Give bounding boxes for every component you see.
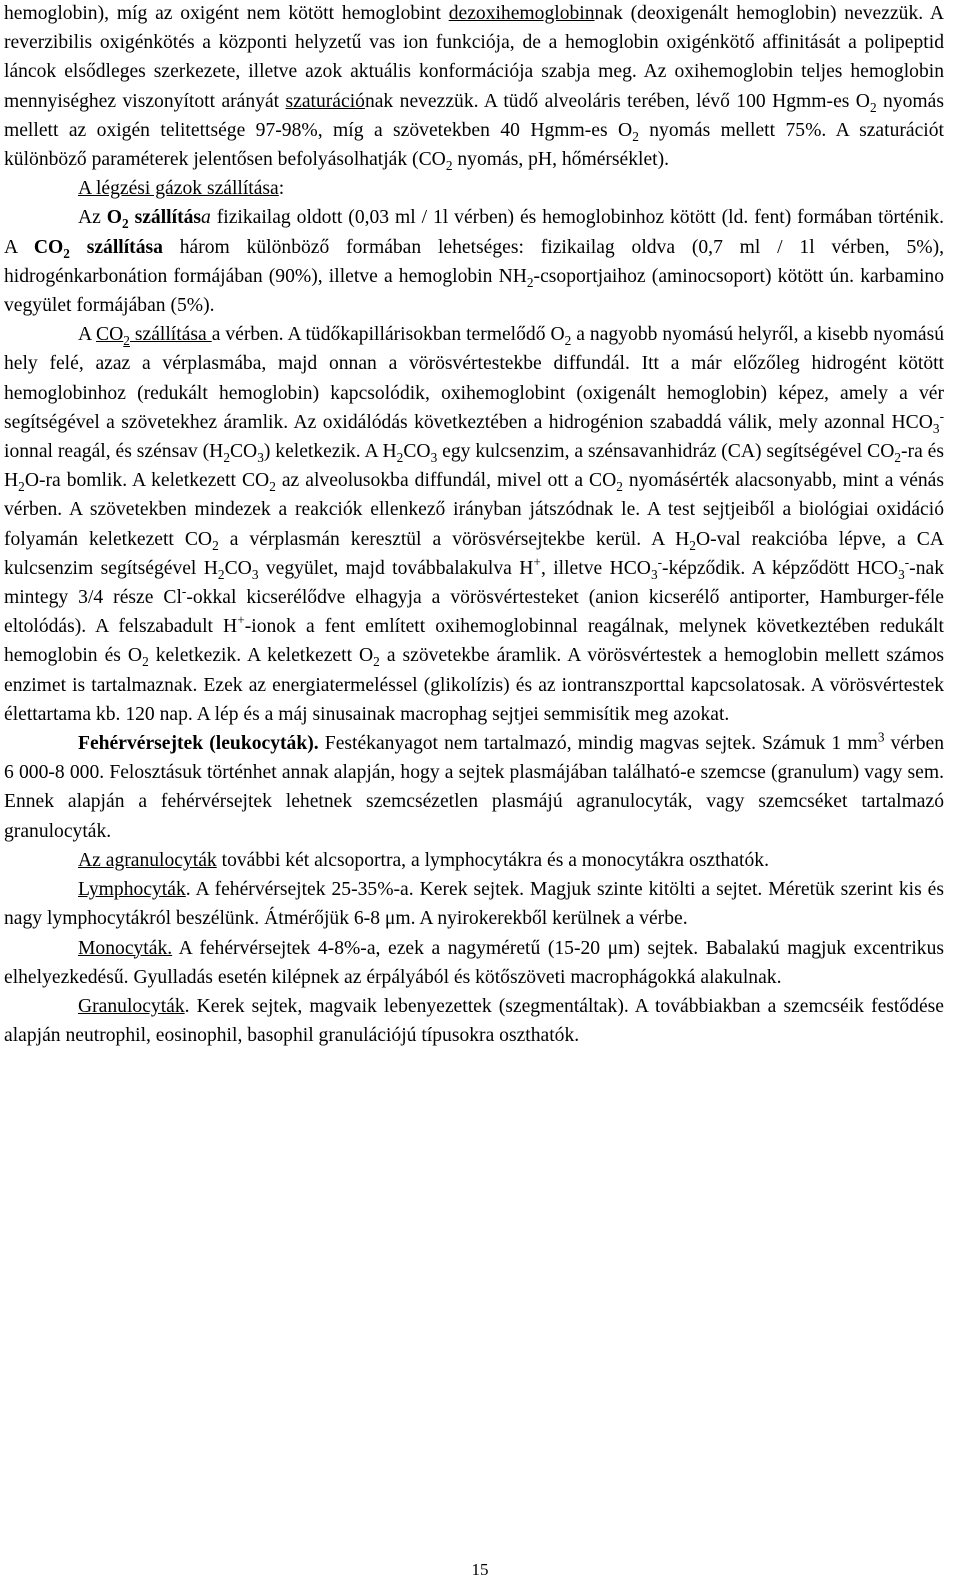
document-body <box>4 0 944 1050</box>
text-run: nyomásérték alacsonyabb, mint a vénás vérben. A szövetekben mindezek a reakciók ellenkező irányban játszódnak le. A test sejtjeiből a biológiai oxidáció folyamán keletkezett CO <box>4 470 945 550</box>
text-run: keletkezik. A keletkezett O <box>148 645 374 667</box>
text-run: 2 <box>564 333 572 349</box>
text-run: 2 <box>689 537 696 553</box>
text-run: 2 <box>445 157 453 173</box>
text-run: 2 <box>142 654 149 670</box>
paragraph-p9 <box>4 992 944 1050</box>
text-run: fizikailag oldott (0,03 ml / 1l vérben) és hemoglobinhoz kötött (ld. fent) formában történik. A <box>4 207 945 258</box>
text-run: Az agranulocyták <box>78 849 217 871</box>
text-run: . A fehérvérsejtek 25-35%-a. Kerek sejtek. Magjuk szinte kitölti a sejtet. Méretük szerint kis és nagy lymphocytákról beszélünk. Átmérőjük 6-8 μm. A nyirokerekből kerülnek a vérbe. <box>4 879 944 930</box>
paragraph-p1 <box>4 0 944 174</box>
paragraph-p7 <box>4 875 944 933</box>
text-run: CO <box>33 236 64 258</box>
text-run: 2 <box>526 274 534 290</box>
text-run: szállítás <box>128 207 202 229</box>
text-run: vérben 6 000-8 000. Felosztásuk történhet annak alapján, hogy a sejtek plasmájában található-e szemcse (granulum) vagy sem. Ennek alapján a fehérvérsejtek lehetnek szemcsézetlen plasmájú agranulocyták, vagy szemcséket tartalmazó granulocyták. <box>4 733 944 842</box>
text-run: 3 <box>650 566 658 582</box>
text-run: 2 <box>396 449 404 465</box>
text-run: a vérplasmán keresztül a vörösvérsejtekbe kerül. A H <box>218 528 690 550</box>
text-run: az alveolusokba diffundál, mivel ott a CO <box>275 470 617 492</box>
text-run: szaturáció <box>285 90 365 112</box>
text-run: szállítása <box>69 236 163 258</box>
text-run: három különböző formában lehetséges: fizikailag oldva (0,7 ml / 1l vérben, 5%), hidrogénkarbonátion formájában (90%), illetve a hemoglobin NH <box>4 236 944 287</box>
text-run: 3 <box>877 729 885 745</box>
text-run: -csoportjaihoz (aminocsoport) kötött ún. karbamino vegyület formájában (5%). <box>4 265 944 317</box>
text-run: - <box>657 554 663 570</box>
paragraph-p8 <box>4 934 944 992</box>
text-run: CO <box>403 441 431 463</box>
text-run: CO <box>96 324 124 346</box>
paragraph-p5 <box>4 729 944 846</box>
paragraph-p4 <box>4 320 944 729</box>
text-run: 3 <box>257 449 264 465</box>
text-run: 2 <box>616 479 623 495</box>
text-run: - <box>181 583 187 599</box>
text-run: 2 <box>269 479 276 495</box>
text-run: -képződik. A képződött HCO <box>662 557 899 579</box>
text-run: A fehérvérsejtek 4-8%-a, ezek a nagyméretű (15-20 μm) sejtek. Babalakú magjuk excentrikus elhelyezkedésű. Gyulladás esetén kilépnek az érpályából és kötőszöveti macrophágokká alakulnak. <box>4 937 944 988</box>
text-run: egy kulcsenzim, a szénsavanhidráz (CA) segítségével CO <box>437 441 895 463</box>
text-run: 2 <box>373 654 380 670</box>
text-run: nyomás mellett 75%. A szaturációt különböző paraméterek jelentősen befolyásolhatják (CO <box>4 119 944 171</box>
text-run: nak nevezzük. A tüdő alveoláris terében, lévő 100 Hgmm-es O <box>364 90 870 112</box>
text-run: 3 <box>251 566 259 582</box>
text-run: - <box>904 554 910 570</box>
text-run: O-val reakcióba lépve, a CA kulcsenzim segítségével H <box>4 528 944 579</box>
text-run: nyomás, pH, hőmérséklet). <box>452 149 670 171</box>
text-run: 2 <box>223 449 230 465</box>
text-run: 2 <box>212 537 219 553</box>
text-run: a nagyobb nyomású helyről, a kisebb nyomású hely felé, azaz a vérplasmába, majd onnan a vörösvértestekbe diffundál. Itt a már előzőleg hidrogént kötött hemoglobinhoz (redukált hemoglobin) kapcsolódik, oxihemoglobint (oxigenált hemoglobin) képez, amely a vér segítségével a szövetekhez áramlik. Az oxidálódás következtében a hidrogénion szabaddá válik, mely azonnal HCO <box>4 324 944 433</box>
text-run: a vérben. A tüdőkapillárisokban termelődő O <box>211 324 565 346</box>
text-run: 2 <box>217 566 225 582</box>
text-run: . Kerek sejtek, magvaik lebenyezettek (szegmentáltak). A továbbiakban a szemcséik festődése alapján neutrophil, eosinophil, basophil granulációjú típusokra oszthatók. <box>4 995 944 1047</box>
text-run: 2 <box>18 479 25 495</box>
text-run: nyomás mellett az oxigén telitettsége 97-98%, míg a szövetekben 40 Hgmm-es O <box>4 90 944 141</box>
paragraph-p2 <box>4 174 944 203</box>
text-run: + <box>237 612 245 628</box>
text-run: dezoxihemoglobin <box>448 3 595 24</box>
text-run: O <box>106 207 123 229</box>
text-run: 3 <box>932 420 940 436</box>
text-run: CO <box>229 441 258 463</box>
text-run: A légzési gázok szállítása <box>78 178 279 200</box>
text-run: a <box>201 207 211 229</box>
text-run: Az <box>78 207 107 229</box>
text-run: - <box>939 408 944 424</box>
paragraph-p3 <box>4 203 944 320</box>
text-run: O-ra bomlik. A keletkezett CO <box>24 470 270 492</box>
text-run: Festékanyagot nem tartalmazó, mindig magvas sejtek. Számuk 1 mm <box>318 733 878 755</box>
text-run: ionnal reagál, és szénsav (H <box>4 441 224 463</box>
document-page <box>4 0 944 1050</box>
text-run: -nak mintegy 3/4 része Cl <box>4 557 944 609</box>
text-run: 2 <box>123 333 130 349</box>
text-run: nak (deoxigenált hemoglobin) nevezzük. A reverzibilis oxigénkötés a központi helyzetű vas ion funkciója, de a hemoglobin oxigénkötő affinitását a polipeptid láncok elsődleges szerkezete, illetve azok aktuális konformációja szabja meg. Az oxihemoglobin teljes hemoglobin mennyiséghez viszonyított arányát <box>4 3 944 112</box>
text-run: Granulocyták <box>78 995 185 1017</box>
text-run: Lymphocyták <box>78 879 186 901</box>
text-run: -ionok a fent említett oxihemoglobinnal reagálnak, melynek következtében redukált hemoglobin és O <box>4 616 944 667</box>
paragraph-p6 <box>4 846 944 875</box>
text-run: + <box>533 554 541 570</box>
text-run: A <box>78 324 97 346</box>
text-run: 3 <box>430 449 438 465</box>
page-number: 15 <box>471 1560 489 1579</box>
text-run: , illetve HCO <box>540 557 651 579</box>
text-run: CO <box>224 557 252 579</box>
text-run: 3 <box>898 566 905 582</box>
text-run: -okkal kicserélődve elhagyja a vörösvértesteket (anion kicserélő antiporter, Hamburger-féle eltolódás). A felszabadult H <box>4 587 944 638</box>
text-run: 2 <box>869 99 877 115</box>
text-run: vegyület, majd továbbalakulva H <box>258 557 534 579</box>
text-run: ) keletkezik. A H <box>263 441 397 463</box>
text-run: további két alcsoportra, a lymphocytákra és a monocytákra oszthatók. <box>216 849 769 871</box>
text-run: 2 <box>632 128 639 144</box>
text-run: -ra és H <box>4 441 944 492</box>
text-run: hemoglobin), míg az oxigént nem kötött hemoglobint <box>4 3 449 24</box>
text-run: 2 <box>894 449 902 465</box>
text-run: Fehérvérsejtek (leukocyták). <box>78 733 319 755</box>
text-run: : <box>278 178 285 200</box>
text-run: a szövetekbe áramlik. A vörösvértestek a hemoglobin mellett számos enzimet is tartalmaznak. Ezek az energiatermeléssel (glikolízis) és az iontranszporttal kapcsolatosak. A vörösvértestek élettartama kb. 120 nap. A lép és a máj sinusainak macrophag sejtjei semmisítik meg azokat. <box>4 645 944 725</box>
text-run: 2 <box>63 245 70 261</box>
text-run: Monocyták. <box>78 937 173 959</box>
text-run: 2 <box>122 216 129 232</box>
text-run: szállítása <box>129 324 212 346</box>
